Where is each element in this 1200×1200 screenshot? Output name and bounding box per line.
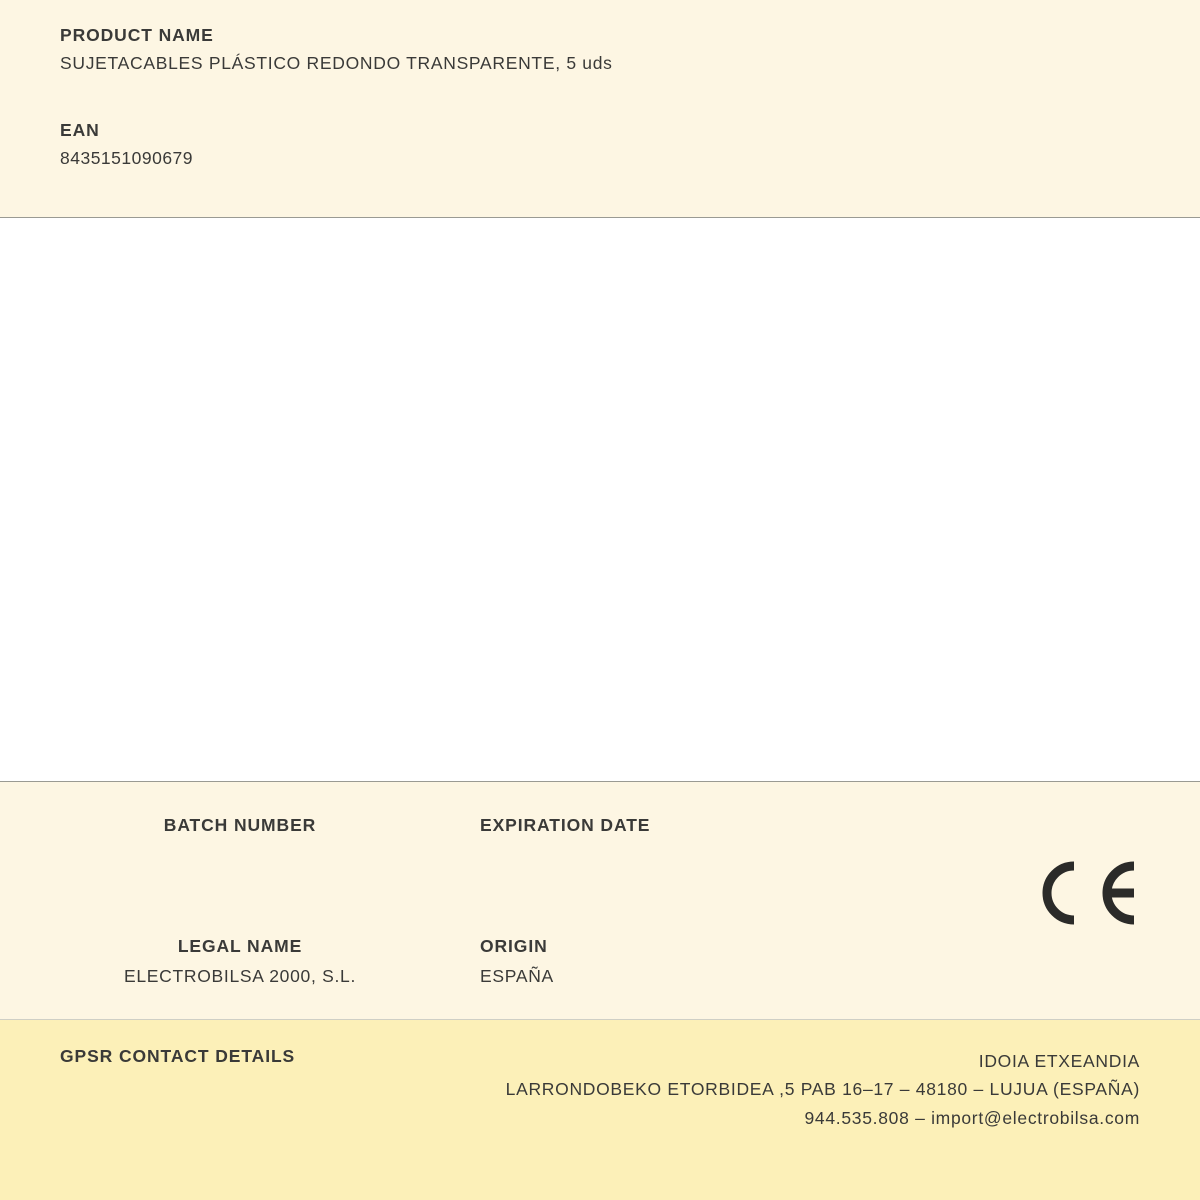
ean-label: EAN <box>60 119 100 140</box>
batch-number-cell <box>0 816 480 863</box>
legal-name-label: LEGAL NAME <box>177 936 303 957</box>
gpsr-contact-name: IDOIA ETXEANDIA <box>978 1051 1140 1071</box>
origin-cell <box>480 937 780 986</box>
gpsr-contact-phone-email: 944.535.808 – import@electrobilsa.com <box>804 1107 1140 1128</box>
ean-value: 8435151090679 <box>60 147 194 168</box>
product-name-value: SUJETACABLES PLÁSTICO REDONDO TRANSPARENTE, 5 uds <box>60 53 613 74</box>
batch-number-value <box>0 845 480 863</box>
spacer <box>60 74 1140 121</box>
batch-number-label: BATCH NUMBER <box>163 815 317 835</box>
product-image-area <box>0 218 1200 782</box>
ce-marking-icon <box>1030 858 1140 928</box>
info-row-batch-expiration <box>0 782 1200 863</box>
gpsr-contact-address: LARRONDOBEKO ETORBIDEA ,5 PAB 16–17 – 48180 – LUJUA (ESPAÑA) <box>505 1079 1140 1100</box>
product-info-section <box>0 782 1200 1020</box>
gpsr-contact-title: GPSR CONTACT DETAILS <box>60 1046 296 1066</box>
legal-name-cell <box>0 937 480 986</box>
product-name-label: PRODUCT NAME <box>60 25 214 45</box>
expiration-date-value <box>480 845 780 863</box>
expiration-date-cell <box>480 816 780 863</box>
info-row-legal-origin <box>0 863 1200 986</box>
origin-label: ORIGIN <box>480 936 548 957</box>
product-header-section <box>0 0 1200 218</box>
expiration-date-label: EXPIRATION DATE <box>480 815 651 835</box>
gpsr-contact-section <box>0 1020 1200 1200</box>
legal-name-value: ELECTROBILSA 2000, S.L. <box>123 965 357 986</box>
origin-value: ESPAÑA <box>480 965 554 986</box>
